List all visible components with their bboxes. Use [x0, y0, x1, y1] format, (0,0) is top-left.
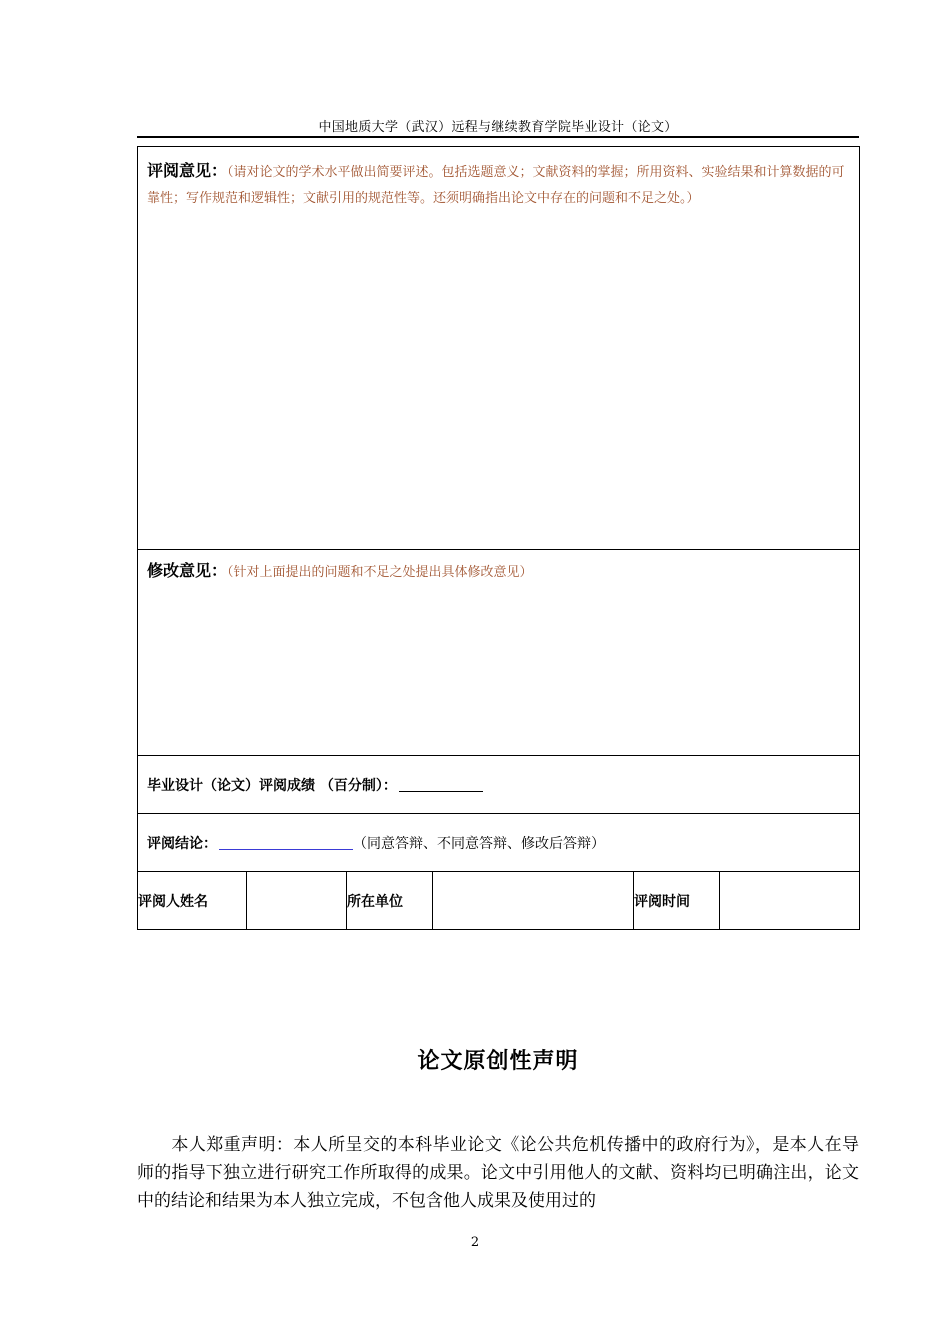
- page-header: 中国地质大学（武汉）远程与继续教育学院毕业设计（论文）: [318, 120, 678, 135]
- conclusion-row: [138, 814, 860, 872]
- conclusion-label: 评阅结论：: [147, 835, 217, 852]
- conclusion-options: （同意答辩、不同意答辩、修改后答辩）: [353, 835, 605, 852]
- review-comments-label: 评阅意见：: [147, 161, 228, 180]
- review-time-field[interactable]: [720, 872, 860, 930]
- grade-row: [138, 756, 860, 814]
- declaration-title: 论文原创性声明: [417, 1048, 579, 1074]
- grade-cell: [138, 756, 860, 814]
- revision-comments-label: 修改意见：: [147, 561, 228, 580]
- conclusion-blank[interactable]: [219, 835, 353, 850]
- reviewer-name-field[interactable]: [247, 872, 347, 930]
- revision-comments-cell[interactable]: [138, 550, 860, 756]
- review-comments-hint: （请对论文的学术水平做出简要评述。包括选题意义；文献资料的掌握；所用资料、实验结果和计算数据的可靠性；写作规范和逻辑性；文献引用的规范性等。还须明确指出论文中存在的问题和不足之处。）: [147, 165, 845, 206]
- review-comments-row: [138, 147, 860, 550]
- revision-comments-hint: （针对上面提出的问题和不足之处提出具体修改意见）: [227, 565, 533, 580]
- review-form-table: [137, 146, 860, 930]
- reviewer-name-label: 评阅人姓名: [138, 872, 247, 930]
- declaration-text-content: 本人郑重声明：本人所呈交的本科毕业论文《论公共危机传播中的政府行为》，是本人在导师的指导下独立进行研究工作所取得的成果。论文中引用他人的文献、资料均已明确注出，论文中的结论和结果为本人独立完成，不包含他人成果及使用过的: [137, 1135, 859, 1211]
- declaration-text: [137, 1131, 859, 1215]
- header-rule: [137, 136, 859, 138]
- grade-blank[interactable]: [399, 777, 483, 792]
- review-time-label: 评阅时间: [634, 872, 720, 930]
- reviewer-unit-label: 所在单位: [347, 872, 433, 930]
- revision-comments-row: [138, 550, 860, 756]
- reviewer-unit-field[interactable]: [433, 872, 634, 930]
- reviewer-row: [138, 872, 860, 930]
- page-number: 2: [470, 1235, 480, 1250]
- conclusion-cell: [138, 814, 860, 872]
- review-comments-cell[interactable]: [138, 147, 860, 550]
- grade-label: 毕业设计（论文）评阅成绩 （百分制）：: [147, 777, 397, 794]
